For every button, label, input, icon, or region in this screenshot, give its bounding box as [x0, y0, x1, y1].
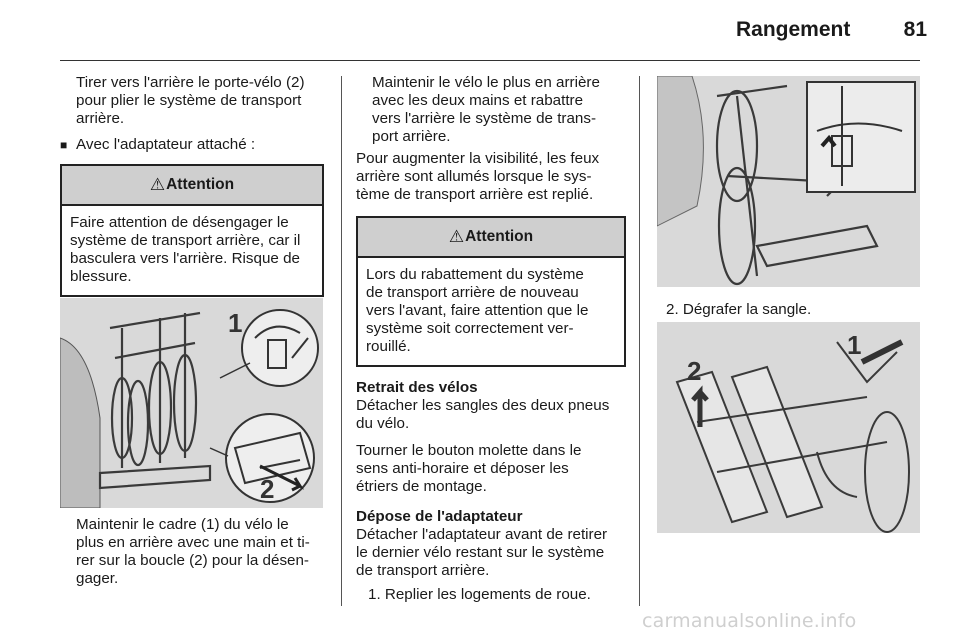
callout-2: 2	[687, 356, 702, 386]
figure-1-caption	[76, 516, 336, 588]
illustration-folded-bike	[657, 76, 920, 287]
text-line: Maintenir le cadre (1) du vélo le	[76, 516, 289, 533]
step-text: 1. Replier les logements de roue.	[368, 586, 591, 603]
text-line: Détacher les sangles des deux pneus	[356, 397, 610, 414]
callout-1: 1	[228, 308, 243, 338]
attention-header	[358, 218, 624, 258]
text-line: vers l'avant, faire attention que le	[366, 302, 589, 319]
retrait-text	[356, 397, 626, 433]
text-line: plus en arrière avec une main et ti-	[76, 534, 310, 551]
text-line: du vélo.	[356, 415, 410, 432]
warning-icon: ⚠	[448, 227, 465, 246]
figure-2-caption: 2. Dégrafer la sangle.	[666, 301, 812, 318]
column-1	[60, 74, 324, 297]
section-heading-retrait: Retrait des vélos	[356, 379, 478, 396]
text-line: blessure.	[70, 268, 132, 285]
attention-label: Attention	[166, 176, 235, 193]
depose-text	[356, 526, 626, 580]
text-line: système soit correctement ver-	[366, 320, 574, 337]
text-line: rer sur la boucle (2) pour la désen-	[76, 552, 309, 569]
molette-paragraph	[356, 442, 626, 496]
watermark: carmanualsonline.info	[642, 610, 857, 632]
page-number: 81	[903, 18, 927, 41]
illustration-bike-rack	[60, 298, 323, 508]
attention-box-2	[356, 216, 626, 367]
attention-body	[62, 206, 322, 295]
intro-text	[60, 74, 324, 128]
intro-text	[356, 74, 626, 146]
text-line: Pour augmenter la visibilité, les feux	[356, 150, 600, 167]
visibility-paragraph	[356, 150, 626, 204]
bullet-square-icon: ■	[60, 138, 68, 152]
attention-box-1	[60, 164, 324, 297]
text-line: de transport arrière de nouveau	[366, 284, 579, 301]
text-line: vers l'arrière le système de trans-	[372, 110, 597, 127]
text-line: Faire attention de désengager le	[70, 214, 289, 231]
column-2	[356, 74, 626, 604]
text-line: rouillé.	[366, 338, 411, 355]
text-line: gager.	[76, 570, 119, 587]
step-1	[356, 586, 626, 604]
text-line: Maintenir le vélo le plus en arrière	[372, 74, 600, 91]
text-line: port arrière.	[372, 128, 451, 145]
text-line: de transport arrière.	[356, 562, 490, 579]
text-line: avec les deux mains et rabattre	[372, 92, 584, 109]
folded-bike-drawing	[657, 76, 920, 287]
text-line: le dernier vélo restant sur le système	[356, 544, 605, 561]
callout-1: 1	[847, 330, 862, 360]
text-line: pour plier le système de transport	[76, 92, 302, 109]
attention-body	[358, 258, 624, 365]
text-line: Lors du rabattement du système	[366, 266, 584, 283]
text-line: étriers de montage.	[356, 478, 487, 495]
illustration-strap	[657, 322, 920, 533]
header-divider	[60, 60, 920, 61]
attention-header	[62, 166, 322, 206]
text-line: arrière.	[76, 110, 125, 127]
text-line: Détacher l'adaptateur avant de retirer	[356, 526, 608, 543]
bike-rack-drawing	[60, 298, 323, 508]
text-line: tème de transport arrière est replié.	[356, 186, 594, 203]
section-heading-depose: Dépose de l'adaptateur	[356, 508, 523, 525]
column-divider-2	[639, 76, 640, 606]
text-line: Tourner le bouton molette dans le	[356, 442, 582, 459]
text-line: Tirer vers l'arrière le porte-vélo (2)	[76, 74, 305, 91]
column-divider-1	[341, 76, 342, 606]
text-line: basculera vers l'arrière. Risque de	[70, 250, 300, 267]
callout-2: 2	[260, 474, 275, 504]
text-line: sens anti-horaire et déposer les	[356, 460, 569, 477]
warning-icon: ⚠	[149, 175, 166, 194]
page-header-title: Rangement	[736, 18, 851, 41]
text-line: arrière sont allumés lorsque le sys-	[356, 168, 592, 185]
attention-label: Attention	[465, 228, 534, 245]
bullet-item	[60, 136, 324, 154]
strap-drawing	[657, 322, 920, 533]
text-line: système de transport arrière, car il	[70, 232, 301, 249]
bullet-text: Avec l'adaptateur attaché :	[76, 136, 256, 153]
